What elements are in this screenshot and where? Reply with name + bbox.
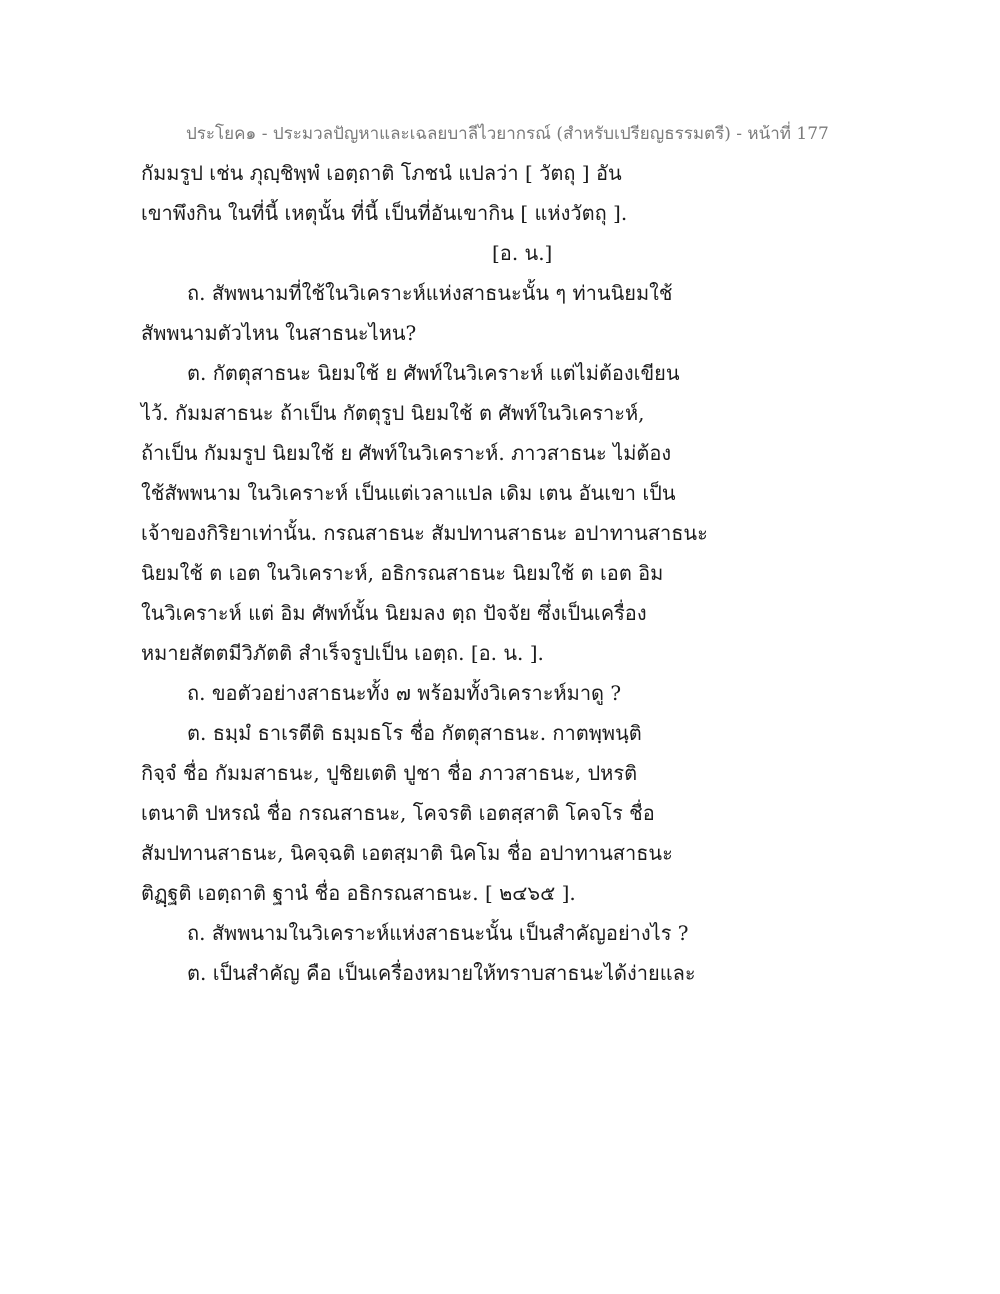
body-line-10: เจ้าของกิริยาเท่านั้น. กรณสาธนะ สัมปทานสาธนะ อปาทานสาธนะ — [141, 521, 708, 545]
body-line-1: กัมมรูป เช่น ภุญฺชิพฺพํ เอตฺถาติ โภชนํ แปลว่า [ วัตถุ ] อัน — [141, 161, 622, 185]
body-line-18: สัมปทานสาธนะ, นิคจฺฉติ เอตสฺมาติ นิคโม ชื่อ อปาทานสาธนะ — [141, 841, 673, 865]
body-line-9: ใช้สัพพนาม ในวิเคราะห์ เป็นแต่เวลาแปล เดิม เตน อันเขา เป็น — [141, 481, 676, 505]
body-line-13: หมายสัตตมีวิภัตติ สำเร็จรูปเป็น เอตฺถ. [อ. น. ]. — [141, 641, 544, 665]
answer-line: ต. กัตตุสาธนะ นิยมใช้ ย ศัพท์ในวิเคราะห์ แต่ไม่ต้องเขียน — [187, 361, 680, 385]
reference-note: [อ. น.] — [492, 241, 553, 265]
body-line-19: ติฏฺฐติ เอตฺถาติ ฐานํ ชื่อ อธิกรณสาธนะ. [ ๒๔๖๕ ]. — [141, 881, 576, 905]
question-line-2: ถ. ขอตัวอย่างสาธนะทั้ง ๗ พร้อมทั้งวิเคราะห์มาดู ? — [187, 681, 622, 705]
body-line-7: ไว้. กัมมสาธนะ ถ้าเป็น กัตตุรูป นิยมใช้ ต ศัพท์ในวิเคราะห์, — [141, 401, 645, 425]
body-line-2: เขาพึงกิน ในที่นี้ เหตุนั้น ที่นี้ เป็นที่อันเขากิน [ แห่งวัตถุ ]. — [141, 201, 628, 225]
body-line-12: ในวิเคราะห์ แต่ อิม ศัพท์นั้น นิยมลง ตฺถ ปัจจัย ซึ่งเป็นเครื่อง — [141, 601, 647, 625]
body-line-11: นิยมใช้ ต เอต ในวิเคราะห์, อธิกรณสาธนะ นิยมใช้ ต เอต อิม — [141, 561, 664, 585]
body-line-16: กิจฺจํ ชื่อ กัมมสาธนะ, ปูชิยเตติ ปูชา ชื่อ ภาวสาธนะ, ปหรติ — [141, 761, 638, 785]
answer-line-2: ต. ธมฺมํ ธาเรตีติ ธมฺมธโร ชื่อ กัตตุสาธนะ. กาตพฺพนฺติ — [187, 721, 642, 745]
running-header: ประโยค๑ - ประมวลปัญหาและเฉลยบาลีไวยากรณ์ (สำหรับเปรียญธรรมตรี) - หน้าที่ 177 — [186, 124, 829, 144]
body-line-17: เตนาติ ปหรณํ ชื่อ กรณสาธนะ, โคจรติ เอตสฺสาติ โคจโร ชื่อ — [141, 801, 655, 825]
body-line-5: สัพพนามตัวไหน ในสาธนะไหน? — [141, 321, 417, 345]
body-line-8: ถ้าเป็น กัมมรูป นิยมใช้ ย ศัพท์ในวิเคราะห์. ภาวสาธนะ ไม่ต้อง — [141, 441, 672, 465]
question-line: ถ. สัพพนามที่ใช้ในวิเคราะห์แห่งสาธนะนั้น ๆ ท่านนิยมใช้ — [187, 281, 673, 305]
question-line-3: ถ. สัพพนามในวิเคราะห์แห่งสาธนะนั้น เป็นสำคัญอย่างไร ? — [187, 921, 689, 945]
answer-line-3: ต. เป็นสำคัญ คือ เป็นเครื่องหมายให้ทราบสาธนะได้ง่ายและ — [187, 961, 696, 985]
